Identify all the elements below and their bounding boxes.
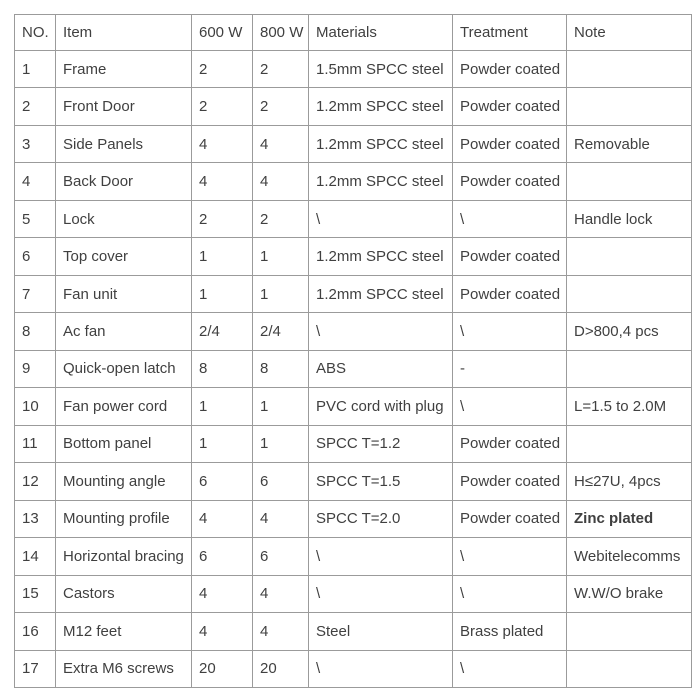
cell-treatment: Powder coated (453, 238, 567, 275)
cell-treatment: Powder coated (453, 500, 567, 537)
cell-600w: 1 (192, 388, 253, 425)
cell-note: Webitelecomms (567, 538, 692, 575)
cell-treatment: Powder coated (453, 125, 567, 162)
cell-note: Removable (567, 125, 692, 162)
cell-no: 17 (15, 650, 56, 688)
cell-item: Top cover (56, 238, 192, 275)
cell-treatment: Powder coated (453, 463, 567, 500)
cell-800w: 4 (253, 500, 309, 537)
cell-no: 16 (15, 613, 56, 650)
column-header-note: Note (567, 15, 692, 51)
cell-item: Quick-open latch (56, 350, 192, 387)
cell-800w: 4 (253, 163, 309, 200)
cell-600w: 4 (192, 500, 253, 537)
cell-note (567, 425, 692, 462)
cell-item: Back Door (56, 163, 192, 200)
table-row (15, 51, 692, 88)
table-row (15, 125, 692, 162)
cell-item: Bottom panel (56, 425, 192, 462)
cell-800w: 1 (253, 388, 309, 425)
table-row (15, 500, 692, 537)
cell-note: Handle lock (567, 200, 692, 237)
cell-treatment: \ (453, 200, 567, 237)
cell-no: 1 (15, 51, 56, 88)
cell-materials: \ (309, 575, 453, 612)
cell-materials: \ (309, 200, 453, 237)
cell-no: 11 (15, 425, 56, 462)
cell-600w: 6 (192, 538, 253, 575)
cell-600w: 4 (192, 163, 253, 200)
table-row (15, 425, 692, 462)
cell-600w: 1 (192, 275, 253, 312)
cell-item: Frame (56, 51, 192, 88)
cell-800w: 8 (253, 350, 309, 387)
column-header-item: Item (56, 15, 192, 51)
cell-no: 15 (15, 575, 56, 612)
cell-note (567, 650, 692, 688)
cell-note (567, 88, 692, 125)
spec-table (14, 14, 692, 688)
cell-note: L=1.5 to 2.0M (567, 388, 692, 425)
cell-materials: 1.2mm SPCC steel (309, 163, 453, 200)
cell-no: 3 (15, 125, 56, 162)
cell-materials: ABS (309, 350, 453, 387)
cell-800w: 4 (253, 575, 309, 612)
table-row (15, 313, 692, 350)
table-row (15, 88, 692, 125)
cell-no: 2 (15, 88, 56, 125)
cell-800w: 2 (253, 200, 309, 237)
cell-800w: 6 (253, 463, 309, 500)
cell-600w: 2/4 (192, 313, 253, 350)
cell-treatment: \ (453, 313, 567, 350)
cell-materials: 1.2mm SPCC steel (309, 275, 453, 312)
cell-no: 10 (15, 388, 56, 425)
cell-item: Castors (56, 575, 192, 612)
cell-600w: 4 (192, 613, 253, 650)
cell-note: W.W/O brake (567, 575, 692, 612)
cell-no: 9 (15, 350, 56, 387)
table-row (15, 575, 692, 612)
cell-treatment: Powder coated (453, 275, 567, 312)
cell-materials: SPCC T=1.5 (309, 463, 453, 500)
cell-treatment: \ (453, 650, 567, 688)
table-row (15, 538, 692, 575)
cell-800w: 4 (253, 125, 309, 162)
table-row (15, 613, 692, 650)
cell-800w: 2 (253, 51, 309, 88)
cell-note: D>800,4 pcs (567, 313, 692, 350)
cell-800w: 20 (253, 650, 309, 688)
column-header-treatment: Treatment (453, 15, 567, 51)
cell-item: Extra M6 screws (56, 650, 192, 688)
cell-item: Side Panels (56, 125, 192, 162)
cell-item: Front Door (56, 88, 192, 125)
cell-note (567, 163, 692, 200)
cell-note: Zinc plated (567, 500, 692, 537)
cell-note (567, 350, 692, 387)
cell-800w: 2 (253, 88, 309, 125)
cell-600w: 4 (192, 575, 253, 612)
cell-note (567, 613, 692, 650)
cell-800w: 1 (253, 425, 309, 462)
cell-600w: 8 (192, 350, 253, 387)
cell-treatment: Powder coated (453, 163, 567, 200)
table-row (15, 275, 692, 312)
table-row (15, 463, 692, 500)
cell-no: 5 (15, 200, 56, 237)
cell-600w: 20 (192, 650, 253, 688)
cell-no: 8 (15, 313, 56, 350)
cell-note: H≤27U, 4pcs (567, 463, 692, 500)
cell-600w: 2 (192, 200, 253, 237)
cell-no: 7 (15, 275, 56, 312)
cell-materials: 1.5mm SPCC steel (309, 51, 453, 88)
cell-materials: 1.2mm SPCC steel (309, 88, 453, 125)
cell-materials: Steel (309, 613, 453, 650)
cell-600w: 1 (192, 238, 253, 275)
cell-600w: 2 (192, 51, 253, 88)
cell-materials: \ (309, 313, 453, 350)
cell-item: Mounting profile (56, 500, 192, 537)
cell-treatment: - (453, 350, 567, 387)
table-row (15, 163, 692, 200)
table-row (15, 350, 692, 387)
cell-note (567, 238, 692, 275)
cell-treatment: Powder coated (453, 425, 567, 462)
cell-materials: \ (309, 650, 453, 688)
cell-no: 14 (15, 538, 56, 575)
cell-800w: 4 (253, 613, 309, 650)
cell-materials: 1.2mm SPCC steel (309, 125, 453, 162)
cell-item: Lock (56, 200, 192, 237)
column-header-800w: 800 W (253, 15, 309, 51)
cell-treatment: \ (453, 538, 567, 575)
cell-no: 6 (15, 238, 56, 275)
cell-no: 4 (15, 163, 56, 200)
cell-materials: PVC cord with plug (309, 388, 453, 425)
cell-600w: 6 (192, 463, 253, 500)
table-body (15, 51, 692, 688)
cell-materials: SPCC T=1.2 (309, 425, 453, 462)
cell-materials: \ (309, 538, 453, 575)
cell-materials: 1.2mm SPCC steel (309, 238, 453, 275)
cell-treatment: Powder coated (453, 51, 567, 88)
column-header-no: NO. (15, 15, 56, 51)
cell-item: M12 feet (56, 613, 192, 650)
cell-item: Mounting angle (56, 463, 192, 500)
cell-800w: 2/4 (253, 313, 309, 350)
cell-materials: SPCC T=2.0 (309, 500, 453, 537)
table-header-row (15, 15, 692, 51)
cell-600w: 2 (192, 88, 253, 125)
cell-no: 13 (15, 500, 56, 537)
table-row (15, 238, 692, 275)
cell-item: Horizontal bracing (56, 538, 192, 575)
cell-800w: 1 (253, 238, 309, 275)
cell-item: Fan unit (56, 275, 192, 312)
cell-600w: 1 (192, 425, 253, 462)
table-row (15, 650, 692, 688)
cell-treatment: Brass plated (453, 613, 567, 650)
column-header-600w: 600 W (192, 15, 253, 51)
cell-no: 12 (15, 463, 56, 500)
column-header-materials: Materials (309, 15, 453, 51)
cell-800w: 6 (253, 538, 309, 575)
cell-600w: 4 (192, 125, 253, 162)
cell-treatment: Powder coated (453, 88, 567, 125)
cell-note (567, 275, 692, 312)
cell-800w: 1 (253, 275, 309, 312)
cell-treatment: \ (453, 575, 567, 612)
cell-item: Fan power cord (56, 388, 192, 425)
table-row (15, 200, 692, 237)
cell-note (567, 51, 692, 88)
cell-treatment: \ (453, 388, 567, 425)
cell-item: Ac fan (56, 313, 192, 350)
table-row (15, 388, 692, 425)
